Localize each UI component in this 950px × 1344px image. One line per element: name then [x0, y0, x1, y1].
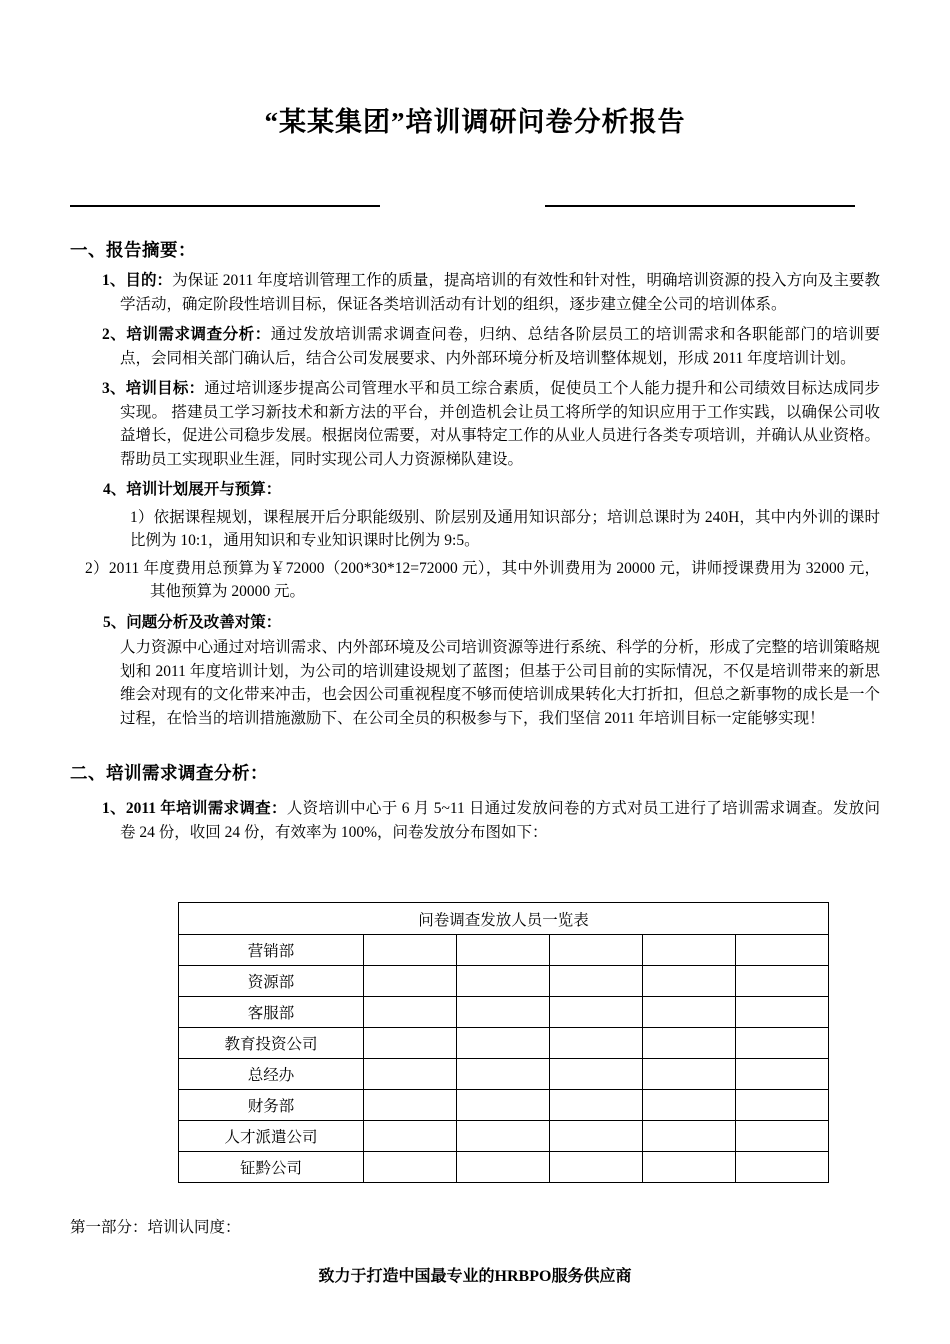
table-row [179, 1090, 829, 1121]
empty-cell [550, 1121, 643, 1152]
dept-cell: 财务部 [179, 1090, 364, 1121]
empty-cell [457, 1090, 550, 1121]
summary-item-needs-analysis-label: 2、培训需求调查分析： [102, 326, 271, 343]
plan-budget-subitem-1: 1）依据课程规划，课程展开后分职能级别、阶层别及通用知识部分；培训总课时为 240H，其中内外训的课时比例为 10:1，通用知识和专业知识课时比例为 9:5。 [130, 508, 880, 549]
empty-cell [736, 935, 829, 966]
summary-item-purpose-label: 1、目的： [102, 272, 173, 289]
empty-cell [550, 1090, 643, 1121]
summary-item-problems-text: 人力资源中心通过对培训需求、内外部环境及公司培训资源等进行系统、科学的分析，形成了完整的培训策略规划和 2011 年度培训计划，为公司的培训建设规划了蓝图；但基于公司目前的实际情况，不仅是培训带来的新思维会对现有的文化带来冲击，也会因公司重视程度不够而使培训成果转化大打折扣，但总之新事物的成长是一个过程，在恰当的培训措施激励下、在公司全员的积极参与下，我们坚信 2011 年培训目标一定能够实现！ [120, 639, 880, 727]
table-row [179, 1121, 829, 1152]
signature-line-right [545, 205, 855, 207]
dept-cell: 客服部 [179, 997, 364, 1028]
table-row [179, 997, 829, 1028]
empty-cell [457, 1121, 550, 1152]
empty-cell [643, 1090, 736, 1121]
empty-cell [364, 935, 457, 966]
empty-cell [736, 1090, 829, 1121]
empty-cell [643, 1121, 736, 1152]
survey-item-1-text: 人资培训中心于 6 月 5~11 日通过发放问卷的方式对员工进行了培训需求调查。发放问卷 24 份，收回 24 份，有效率为 100%，问卷发放分布图如下： [120, 800, 880, 841]
empty-cell [364, 1059, 457, 1090]
dept-cell: 总经办 [179, 1059, 364, 1090]
table-row [179, 1059, 829, 1090]
table-title-row [179, 903, 829, 935]
empty-cell [550, 935, 643, 966]
empty-cell [643, 997, 736, 1028]
empty-cell [736, 966, 829, 997]
empty-cell [457, 935, 550, 966]
empty-cell [736, 1121, 829, 1152]
empty-cell [736, 1152, 829, 1183]
dept-cell: 资源部 [179, 966, 364, 997]
summary-item-goals-text: 通过培训逐步提高公司管理水平和员工综合素质，促使员工个人能力提升和公司绩效目标达成同步实现。 搭建员工学习新技术和新方法的平台，并创造机会让员工将所学的知识应用于工作实践，以确保公司收益增长，促进公司稳步发展。根据岗位需要，对从事特定工作的从业人员进行各类专项培训，并确认从业资格。帮助员工实现职业生涯，同时实现公司人力资源梯队建设。 [120, 380, 880, 468]
empty-cell [457, 1152, 550, 1183]
survey-item-1-label: 1、2011 年培训需求调查： [102, 800, 287, 817]
page-footer: 致力于打造中国最专业的HRBPO服务供应商 [318, 1268, 632, 1285]
section-survey-heading: 二、培训需求调查分析： [70, 763, 268, 783]
signature-lines [70, 205, 880, 207]
empty-cell [364, 997, 457, 1028]
empty-cell [736, 997, 829, 1028]
empty-cell [643, 1028, 736, 1059]
empty-cell [736, 1059, 829, 1090]
table-title: 问卷调查发放人员一览表 [179, 903, 829, 935]
table-row [179, 935, 829, 966]
section-summary-heading: 一、报告摘要： [70, 240, 196, 260]
empty-cell [364, 1152, 457, 1183]
summary-item-problems-label: 5、问题分析及改善对策： [103, 613, 282, 631]
empty-cell [364, 1028, 457, 1059]
dept-cell: 人才派遣公司 [179, 1121, 364, 1152]
survey-item-1 [70, 797, 880, 844]
summary-item-needs-analysis-text: 通过发放培训需求调查问卷，归纳、总结各阶层员工的培训需求和各职能部门的培训要点，会同相关部门确认后，结合公司发展要求、内外部环境分析及培训整体规划，形成 2011 年度培训计划。 [120, 326, 880, 367]
empty-cell [457, 997, 550, 1028]
document-title: “某某集团”培训调研问卷分析报告 [264, 107, 686, 137]
empty-cell [643, 1152, 736, 1183]
questionnaire-distribution-table [178, 902, 829, 1183]
empty-cell [364, 966, 457, 997]
table-row [179, 1028, 829, 1059]
summary-item-purpose [70, 269, 880, 316]
empty-cell [550, 1152, 643, 1183]
summary-item-purpose-text: 为保证 2011 年度培训管理工作的质量，提高培训的有效性和针对性，明确培训资源的投入方向及主要教学活动，确定阶段性培训目标，保证各类培训活动有计划的组织，逐步建立健全公司的培训体系。 [120, 272, 880, 313]
dept-cell: 钲黔公司 [179, 1152, 364, 1183]
table-row [179, 966, 829, 997]
summary-item-goals [70, 377, 880, 471]
empty-cell [643, 966, 736, 997]
table-row [179, 1152, 829, 1183]
empty-cell [550, 966, 643, 997]
empty-cell [550, 997, 643, 1028]
empty-cell [364, 1121, 457, 1152]
summary-item-plan-budget-label: 4、培训计划展开与预算： [103, 481, 282, 498]
empty-cell [364, 1090, 457, 1121]
dept-cell: 教育投资公司 [179, 1028, 364, 1059]
empty-cell [643, 935, 736, 966]
empty-cell [457, 1059, 550, 1090]
dept-cell: 营销部 [179, 935, 364, 966]
signature-line-left [70, 205, 380, 207]
empty-cell [550, 1059, 643, 1090]
summary-item-needs-analysis [70, 323, 880, 370]
part-one-note: 第一部分：培训认同度： [70, 1219, 241, 1236]
summary-item-goals-label: 3、培训目标： [102, 380, 205, 397]
empty-cell [457, 1028, 550, 1059]
empty-cell [736, 1028, 829, 1059]
empty-cell [457, 966, 550, 997]
plan-budget-subitem-2: 2）2011 年度费用总预算为￥72000（200*30*12=72000 元），其中外训费用为 20000 元，讲师授课费用为 32000 元，其他预算为 20000 元。 [85, 559, 880, 600]
empty-cell [550, 1028, 643, 1059]
empty-cell [643, 1059, 736, 1090]
